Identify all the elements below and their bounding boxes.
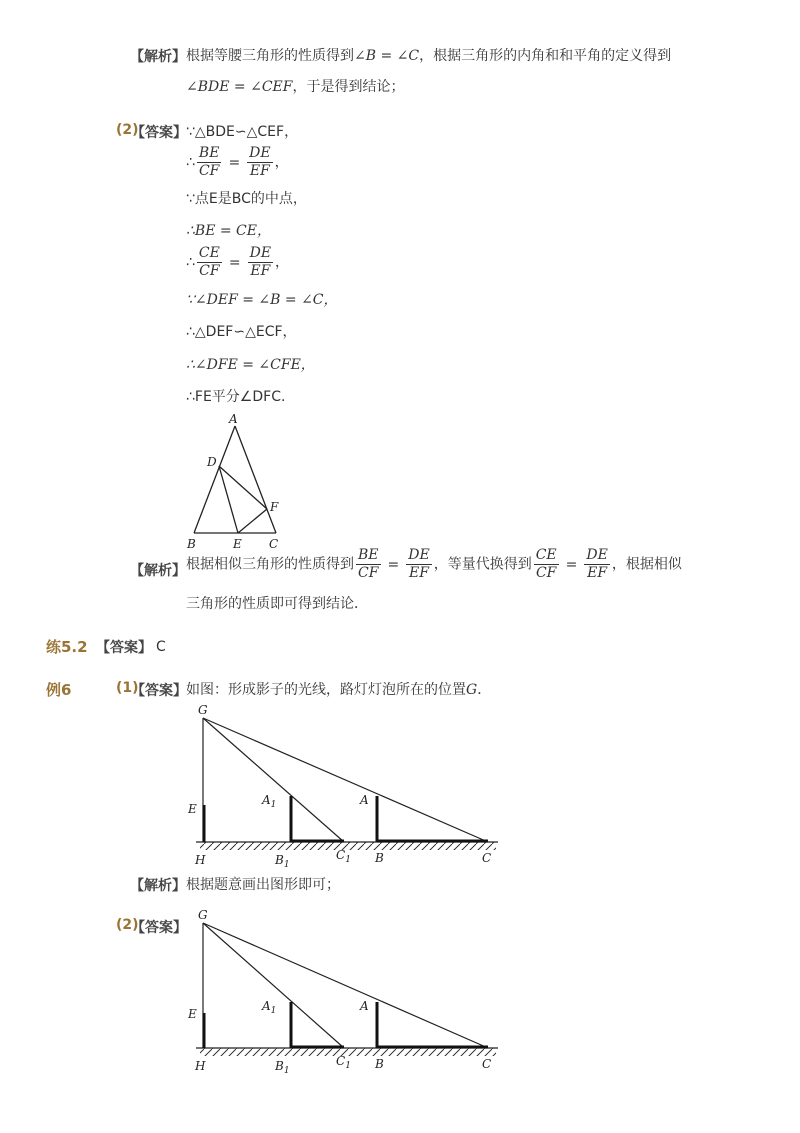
denominator: EF [249, 163, 270, 179]
proof-step-3: ∵点E是BC的中点， [186, 191, 307, 207]
analysis1-line2 [186, 77, 404, 97]
point-label-c1: $C_1$ [336, 1054, 351, 1071]
point-label-d: D [207, 455, 217, 469]
shadow-figure-2 [180, 905, 510, 1077]
point-label-b: B [187, 537, 196, 551]
proof-step-5 [186, 245, 289, 280]
answer-label: 【答案】 [131, 920, 187, 936]
numerator: DE [408, 547, 430, 563]
edge-df [219, 466, 267, 509]
point-label-e: E [188, 1007, 197, 1021]
light-ray-c [203, 923, 488, 1048]
analysis1-text: 根据等腰三角形的性质得到 [186, 48, 354, 64]
equals-sign: = [228, 254, 241, 271]
analysis-label: 【解析】 [130, 563, 186, 579]
example6-part1-text [186, 680, 491, 700]
numerator: DE [249, 145, 271, 161]
part2-number: (2) [116, 917, 139, 933]
point-label-e: E [188, 802, 197, 816]
answer-label: 【答案】 [131, 125, 187, 141]
point-label-g: G [198, 703, 208, 717]
proof-step-7: ∴△DEF∽△ECF， [186, 324, 297, 340]
point-label-a: A [360, 999, 369, 1013]
proof-step-1: ∵△BDE∽△CEF， [186, 124, 299, 140]
proof-step-9: ∴FE平分∠DFC． [186, 389, 295, 405]
triangle-figure [180, 408, 290, 556]
point-label-f: F [270, 500, 279, 514]
analysis2-text: ，等量代换得到 [433, 556, 532, 573]
fraction-de-ef [406, 547, 431, 582]
point-label-c: C [269, 537, 279, 551]
analysis-label: 【解析】 [130, 49, 186, 65]
ground-hatching [200, 842, 496, 850]
point-label-a: A [229, 412, 238, 426]
light-ray-c [203, 718, 488, 842]
equals-sign: = [228, 154, 241, 171]
denominator: CF [358, 565, 379, 581]
numerator: CE [198, 245, 220, 261]
numerator: BE [358, 547, 379, 563]
therefore-symbol: ∴ [186, 254, 195, 271]
proof-step-4: ∴BE = CE， [186, 223, 271, 239]
point-label-b1: $B_1$ [275, 1059, 290, 1076]
fraction-de-ef [248, 245, 273, 280]
example6-title: 例6 [46, 681, 72, 699]
fraction-de-ef [247, 145, 272, 180]
part2-number: (2) [116, 122, 139, 138]
point-label-b: B [375, 1057, 384, 1071]
equals-sign: = [387, 556, 400, 573]
numerator: BE [198, 145, 220, 161]
denominator: EF [409, 565, 429, 581]
point-label-g: G [198, 908, 208, 922]
point-label-h: H [195, 1059, 206, 1073]
denominator: CF [535, 565, 557, 581]
denominator: EF [250, 263, 271, 279]
point-label-a1: $A_1$ [262, 999, 277, 1016]
light-ray-c1 [203, 923, 344, 1048]
point-label-b: B [375, 851, 384, 865]
fraction-ce-cf [534, 547, 559, 582]
edge-ac [235, 426, 276, 533]
analysis2-line2: 三角形的性质即可得到结论． [186, 596, 368, 612]
fraction-be-cf [197, 145, 222, 180]
analysis2-line1 [186, 547, 682, 582]
numerator: CE [535, 547, 557, 563]
denominator: CF [199, 263, 220, 279]
answer-label: 【答案】 [96, 640, 152, 656]
point-label-a: A [360, 793, 369, 807]
analysis1-text: ，于是得到结论； [292, 79, 405, 95]
fraction-be-cf [356, 547, 381, 582]
fraction-ce-cf [197, 245, 222, 280]
fraction-de-ef [584, 547, 609, 582]
numerator: DE [249, 245, 272, 261]
edge-ab [194, 426, 235, 533]
denominator: CF [198, 163, 220, 179]
angle-bde-eq-cef: ∠BDE = ∠CEF [186, 79, 293, 95]
part1-text: 如图：形成影子的光线，路灯灯泡所在的位置 [186, 682, 466, 698]
ground-hatching [200, 1048, 496, 1056]
practice-answer: C [156, 639, 166, 655]
comma: ， [275, 254, 290, 271]
period: ． [477, 682, 492, 698]
point-label-c: C [482, 851, 492, 865]
practice-title: 练5.2 [46, 638, 88, 656]
point-label-c1: $C_1$ [336, 848, 351, 865]
example6-analysis-text: 根据题意画出图形即可； [186, 877, 340, 893]
point-label-h: H [195, 853, 206, 867]
comma: ， [274, 154, 289, 171]
point-label-a1: $A_1$ [262, 793, 277, 810]
proof-step-2 [186, 145, 289, 180]
angle-b-eq-c: ∠B = ∠C [354, 48, 420, 64]
point-label-c: C [482, 1057, 492, 1071]
answer-label: 【答案】 [131, 683, 187, 699]
part1-number: (1) [116, 680, 139, 696]
light-ray-c1 [203, 718, 344, 842]
proof-step-6: ∵∠DEF = ∠B = ∠C， [186, 292, 338, 308]
shadow-figure-1 [180, 700, 510, 872]
denominator: EF [587, 565, 608, 581]
proof-step-8: ∴∠DFE = ∠CFE， [186, 357, 315, 373]
analysis1-line1 [186, 46, 671, 66]
edge-ef [238, 509, 267, 533]
analysis2-text: ，根据相似 [611, 556, 682, 573]
equals-sign: = [565, 556, 578, 573]
numerator: DE [586, 547, 608, 563]
point-g: G [466, 682, 478, 698]
analysis2-text: 根据相似三角形的性质得到 [186, 556, 354, 573]
point-label-e: E [233, 537, 242, 551]
therefore-symbol: ∴ [186, 154, 195, 171]
analysis-label: 【解析】 [130, 878, 186, 894]
edge-de [219, 466, 238, 533]
point-label-b1: $B_1$ [275, 853, 290, 870]
analysis1-text: ，根据三角形的内角和和平角的定义得到 [419, 48, 672, 64]
